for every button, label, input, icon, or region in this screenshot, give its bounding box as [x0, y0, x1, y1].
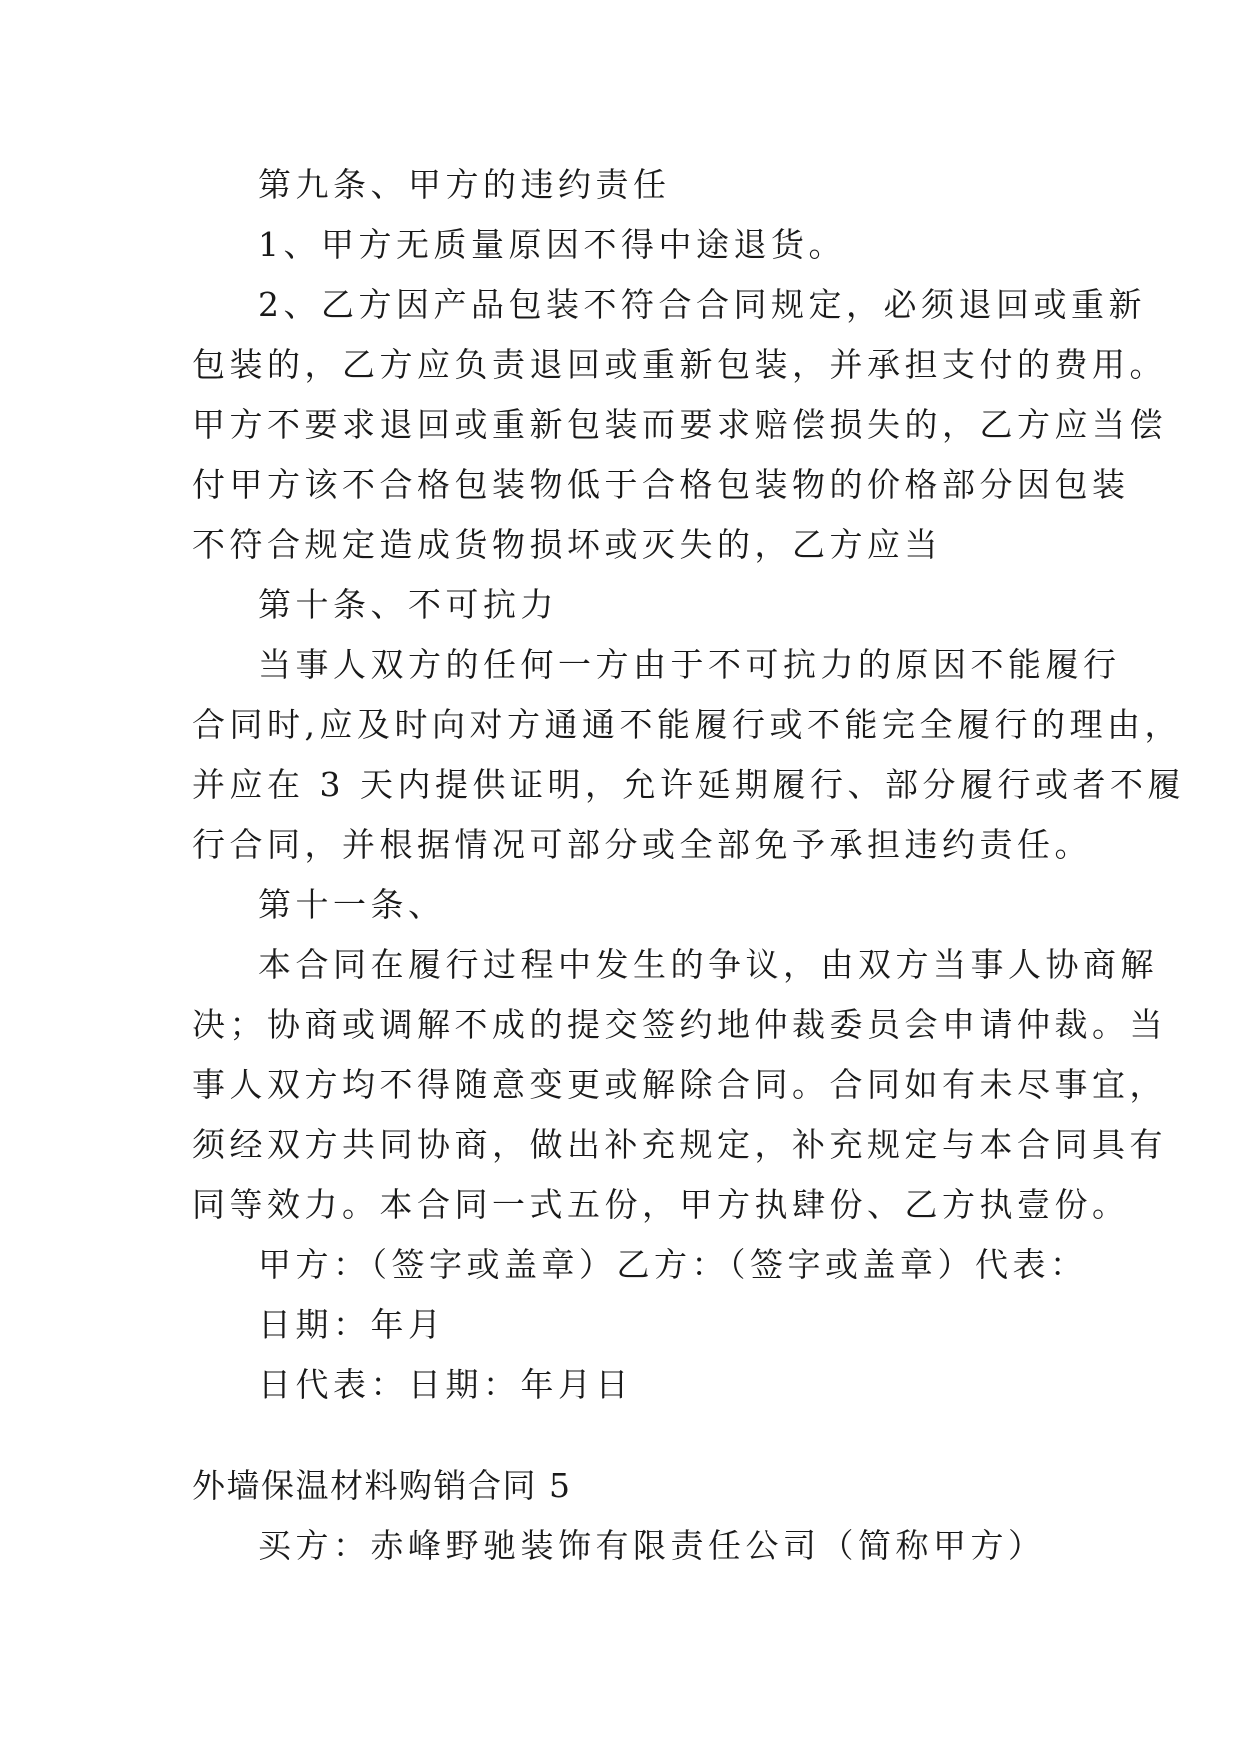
- article-11-para-line-5: 同等效力。本合同一式五份，甲方执肆份、乙方执壹份。: [192, 1185, 1130, 1224]
- article-11-heading: 第十一条、: [258, 885, 446, 924]
- article-10-para-line-2: 合同时,应及时向对方通通不能履行或不能完全履行的理由，: [192, 705, 1182, 744]
- article-9-clause-1: 1、甲方无质量原因不得中途退货。: [258, 225, 846, 264]
- date-line-2: 日代表：日期：年月日: [258, 1365, 633, 1404]
- article-10-para-line-1: 当事人双方的任何一方由于不可抗力的原因不能履行: [258, 645, 1121, 684]
- date-line-1: 日期：年月: [258, 1305, 446, 1344]
- article-11-para-line-1: 本合同在履行过程中发生的争议，由双方当事人协商解: [258, 945, 1158, 984]
- article-10-para-line-3: 并应在 3 天内提供证明，允许延期履行、部分履行或者不履: [192, 765, 1185, 804]
- article-11-para-line-3: 事人双方均不得随意变更或解除合同。合同如有未尽事宜，: [192, 1065, 1167, 1104]
- article-10-para-line-4: 行合同，并根据情况可部分或全部免予承担违约责任。: [192, 825, 1092, 864]
- article-9-clause-2-line-5: 不符合规定造成货物损坏或灭失的，乙方应当: [192, 525, 942, 564]
- buyer-line: 买方：赤峰野驰装饰有限责任公司（简称甲方）: [258, 1526, 1046, 1565]
- article-9-heading: 第九条、甲方的违约责任: [258, 165, 671, 204]
- article-11-para-line-2: 决；协商或调解不成的提交签约地仲裁委员会申请仲裁。当: [192, 1005, 1167, 1044]
- signature-line: 甲方：（签字或盖章）乙方：（签字或盖章）代表：: [258, 1245, 1088, 1284]
- article-9-clause-2-line-1: 2、乙方因产品包装不符合合同规定，必须退回或重新: [258, 285, 1146, 324]
- article-9-clause-2-line-4: 付甲方该不合格包装物低于合格包装物的价格部分因包装: [192, 465, 1130, 504]
- article-9-clause-2-line-2: 包装的，乙方应负责退回或重新包装，并承担支付的费用。: [192, 345, 1167, 384]
- article-9-clause-2-line-3: 甲方不要求退回或重新包装而要求赔偿损失的，乙方应当偿: [192, 405, 1167, 444]
- article-10-heading: 第十条、不可抗力: [258, 585, 558, 624]
- article-11-para-line-4: 须经双方共同协商，做出补充规定，补充规定与本合同具有: [192, 1125, 1167, 1164]
- contract-title: 外墙保温材料购销合同 5: [192, 1466, 572, 1505]
